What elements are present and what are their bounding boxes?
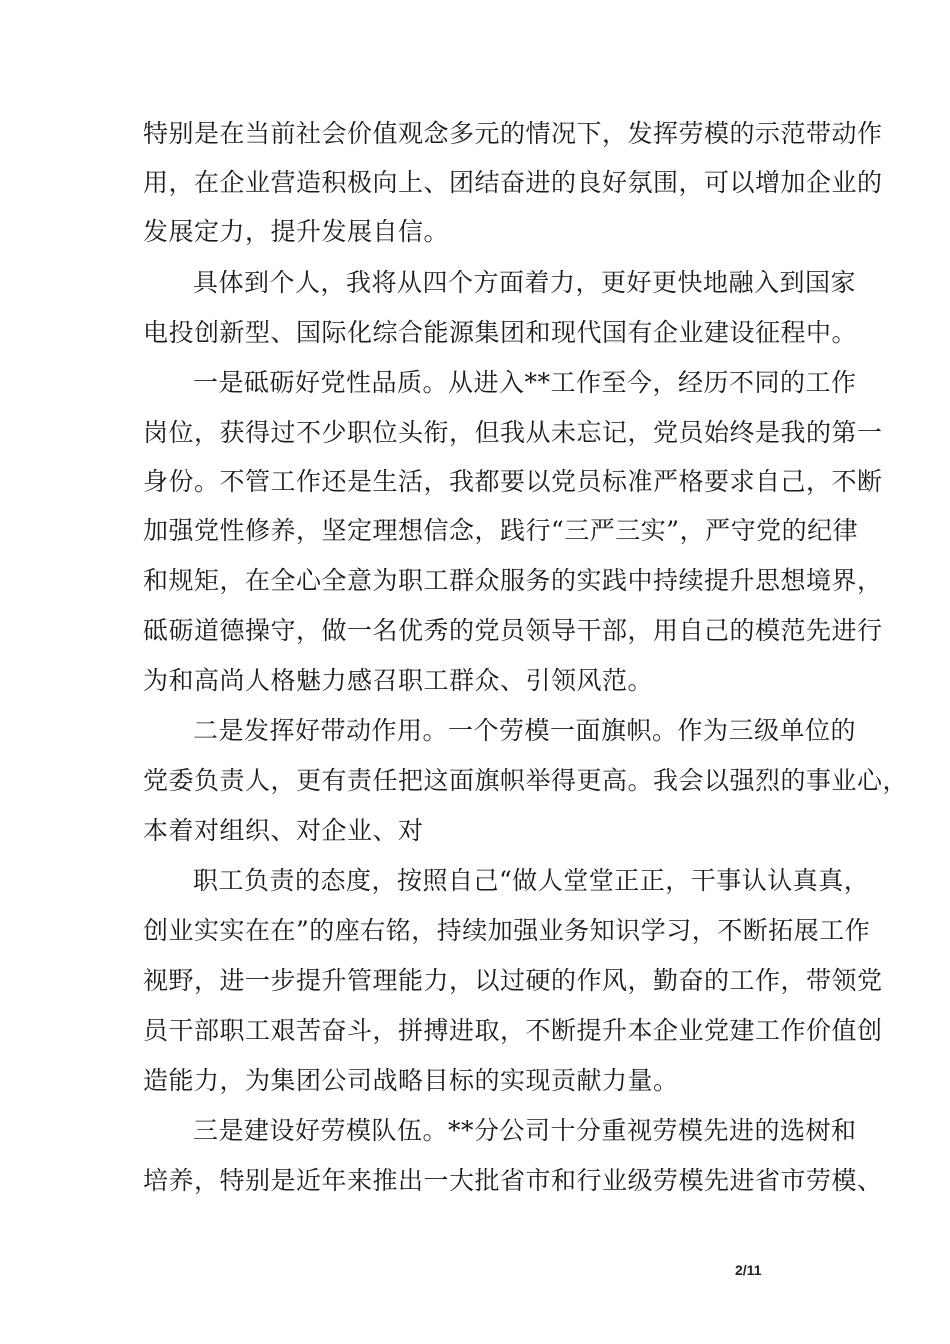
text-line: 岗位，获得过不少职位头衔，但我从未忘记，党员始终是我的第一 (143, 418, 883, 447)
text-line: 创业实实在在”的座右铭，持续加强业务知识学习，不断拓展工作 (143, 916, 871, 945)
text-line: 用，在企业营造积极向上、团结奋进的良好氛围，可以增加企业的 (143, 168, 883, 197)
paragraph-first-line: 二是发挥好带动作用。一个劳模一面旗帜。作为三级单位的 (193, 716, 857, 745)
text-line: 砥砺道德操守，做一名优秀的党员领导干部，用自己的模范先进行 (143, 616, 883, 645)
text-line: 和规矩，在全心全意为职工群众服务的实践中持续提升思想境界， (143, 566, 883, 595)
text-line: 培养，特别是近年来推出一大批省市和行业级劳模先进省市劳模、 (143, 1166, 883, 1195)
paragraph-first-line: 三是建设好劳模队伍。**分公司十分重视劳模先进的选树和 (193, 1116, 857, 1145)
paragraph-first-line: 职工负责的态度，按照自己“做人堂堂正正，干事认认真真， (193, 866, 870, 895)
page-number: 2/11 (735, 1262, 762, 1278)
text-line: 党委负责人，更有责任把这面旗帜举得更高。我会以强烈的事业心， (143, 766, 909, 795)
text-line: 员干部职工艰苦奋斗，拼搏进取，不断提升本企业党建工作价值创 (143, 1016, 883, 1045)
text-line: 造能力，为集团公司战略目标的实现贡献力量。 (143, 1066, 679, 1095)
text-line: 发展定力，提升发展自信。 (143, 217, 450, 246)
text-line: 电投创新型、国际化综合能源集团和现代国有企业建设征程中。 (143, 318, 858, 347)
text-line: 身份。不管工作还是生活，我都要以党员标准严格要求自己，不断 (143, 467, 883, 496)
paragraph-first-line: 具体到个人，我将从四个方面着力，更好更快地融入到国家 (193, 268, 857, 297)
text-line: 特别是在当前社会价值观念多元的情况下，发挥劳模的示范带动作 (143, 119, 883, 148)
text-line: 视野，进一步提升管理能力，以过硬的作风，勤奋的工作，带领党 (143, 966, 883, 995)
text-line: 本着对组织、对企业、对 (143, 816, 424, 845)
text-line: 加强党性修养，坚定理想信念，践行“三严三实”，严守党的纪律 (143, 516, 859, 545)
text-line: 为和高尚人格魅力感召职工群众、引领风范。 (143, 666, 654, 695)
paragraph-first-line: 一是砥砺好党性品质。从进入**工作至今，经历不同的工作 (193, 368, 857, 397)
